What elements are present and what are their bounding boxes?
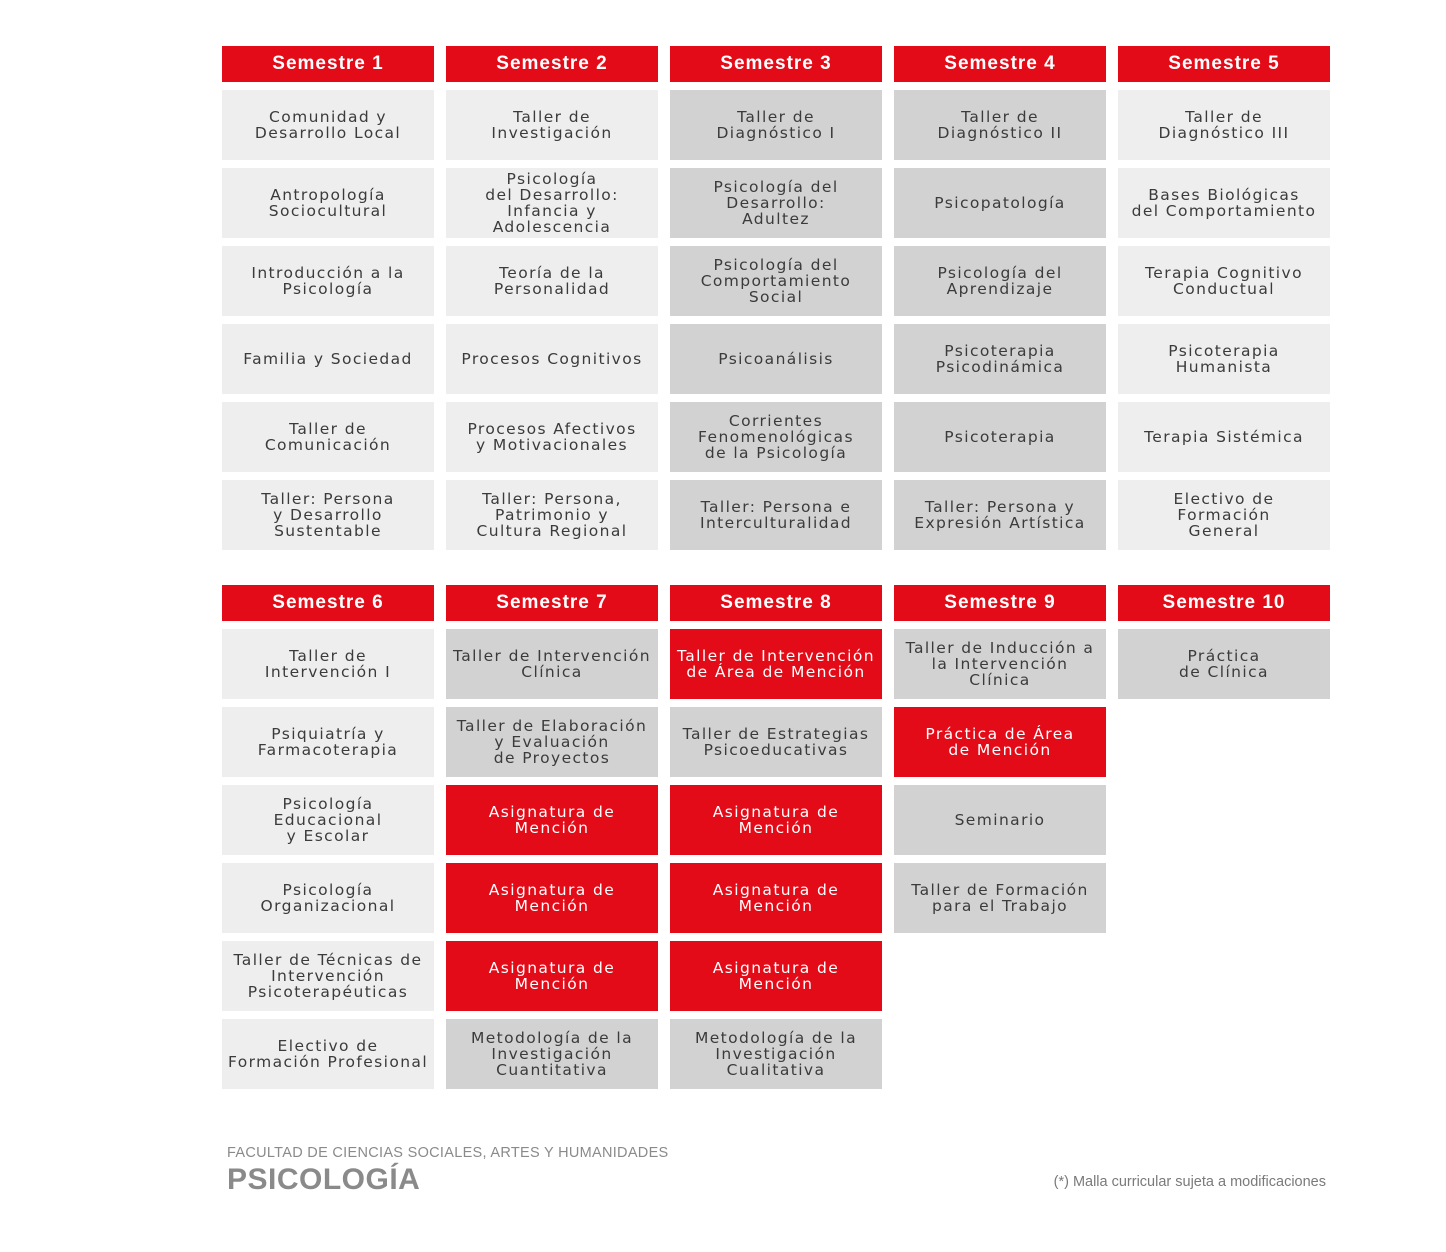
semester-column (1118, 585, 1330, 1097)
semester-header: Semestre 6 (222, 585, 434, 621)
course-cell: Comunidad y Desarrollo Local (222, 90, 434, 160)
semester-header: Semestre 4 (894, 46, 1106, 82)
semester-header: Semestre 2 (446, 46, 658, 82)
course-cell: Psicopatología (894, 168, 1106, 238)
semester-column (894, 585, 1106, 1097)
semester-column (1118, 46, 1330, 558)
course-cell: Taller de Diagnóstico III (1118, 90, 1330, 160)
course-cell: Taller de Intervención Clínica (446, 629, 658, 699)
semester-column (894, 46, 1106, 558)
course-cell: Metodología de la Investigación Cualitativa (670, 1019, 882, 1089)
course-cell: Asignatura de Mención (670, 941, 882, 1011)
course-cell: Electivo de Formación Profesional (222, 1019, 434, 1089)
course-cell: Taller: Persona e Interculturalidad (670, 480, 882, 550)
course-cell: Corrientes Fenomenológicas de la Psicología (670, 402, 882, 472)
course-cell: Psicoterapia (894, 402, 1106, 472)
semester-header: Semestre 3 (670, 46, 882, 82)
course-cell: Psicoterapia Psicodinámica (894, 324, 1106, 394)
course-cell: Psicología del Comportamiento Social (670, 246, 882, 316)
course-cell: Electivo de Formación General (1118, 480, 1330, 550)
course-cell: Taller: Persona, Patrimonio y Cultura Regional (446, 480, 658, 550)
course-cell: Terapia Sistémica (1118, 402, 1330, 472)
course-cell: Asignatura de Mención (446, 785, 658, 855)
course-cell: Taller de Estrategias Psicoeducativas (670, 707, 882, 777)
course-cell: Taller de Intervención de Área de Mención (670, 629, 882, 699)
course-cell: Asignatura de Mención (670, 785, 882, 855)
semester-grid-bottom (222, 585, 1330, 1097)
course-cell: Psicología Organizacional (222, 863, 434, 933)
semester-header: Semestre 8 (670, 585, 882, 621)
course-cell: Psicología del Desarrollo: Adultez (670, 168, 882, 238)
course-cell: Teoría de la Personalidad (446, 246, 658, 316)
course-cell: Antropología Sociocultural (222, 168, 434, 238)
career-title: PSICOLOGÍA (227, 1163, 421, 1196)
course-cell: Psicoanálisis (670, 324, 882, 394)
semester-column (222, 585, 434, 1097)
course-cell: Familia y Sociedad (222, 324, 434, 394)
semester-header: Semestre 5 (1118, 46, 1330, 82)
course-cell: Introducción a la Psicología (222, 246, 434, 316)
semester-header: Semestre 1 (222, 46, 434, 82)
course-cell: Procesos Afectivos y Motivacionales (446, 402, 658, 472)
course-cell: Taller de Elaboración y Evaluación de Proyectos (446, 707, 658, 777)
semester-header: Semestre 7 (446, 585, 658, 621)
course-cell: Taller de Comunicación (222, 402, 434, 472)
course-cell: Taller de Diagnóstico II (894, 90, 1106, 160)
course-cell: Asignatura de Mención (446, 941, 658, 1011)
course-cell: Taller de Formación para el Trabajo (894, 863, 1106, 933)
course-cell: Procesos Cognitivos (446, 324, 658, 394)
semester-header: Semestre 9 (894, 585, 1106, 621)
footer (227, 1145, 669, 1197)
course-cell: Taller: Persona y Expresión Artística (894, 480, 1106, 550)
course-cell: Metodología de la Investigación Cuantitativa (446, 1019, 658, 1089)
course-cell: Taller de Inducción a la Intervención Clínica (894, 629, 1106, 699)
course-cell: Taller de Diagnóstico I (670, 90, 882, 160)
course-cell: Práctica de Área de Mención (894, 707, 1106, 777)
course-cell: Psicología del Aprendizaje (894, 246, 1106, 316)
course-cell: Psicología Educacional y Escolar (222, 785, 434, 855)
course-cell: Psicoterapia Humanista (1118, 324, 1330, 394)
faculty-name: FACULTAD DE CIENCIAS SOCIALES, ARTES Y HUMANIDADES (227, 1145, 669, 1161)
course-cell: Terapia Cognitivo Conductual (1118, 246, 1330, 316)
semester-grid-top (222, 46, 1330, 558)
semester-column (446, 46, 658, 558)
course-cell: Psiquiatría y Farmacoterapia (222, 707, 434, 777)
course-cell: Bases Biológicas del Comportamiento (1118, 168, 1330, 238)
course-cell: Asignatura de Mención (446, 863, 658, 933)
curriculum-disclaimer: (*) Malla curricular sujeta a modificaciones (1053, 1174, 1326, 1190)
course-cell: Taller de Intervención I (222, 629, 434, 699)
semester-column (222, 46, 434, 558)
course-cell: Práctica de Clínica (1118, 629, 1330, 699)
course-cell: Asignatura de Mención (670, 863, 882, 933)
course-cell: Psicología del Desarrollo: Infancia y Adolescencia (446, 168, 658, 238)
course-cell: Seminario (894, 785, 1106, 855)
course-cell: Taller: Persona y Desarrollo Sustentable (222, 480, 434, 550)
semester-column (670, 46, 882, 558)
semester-column (670, 585, 882, 1097)
semester-column (446, 585, 658, 1097)
course-cell: Taller de Técnicas de Intervención Psicoterapéuticas (222, 941, 434, 1011)
course-cell: Taller de Investigación (446, 90, 658, 160)
semester-header: Semestre 10 (1118, 585, 1330, 621)
